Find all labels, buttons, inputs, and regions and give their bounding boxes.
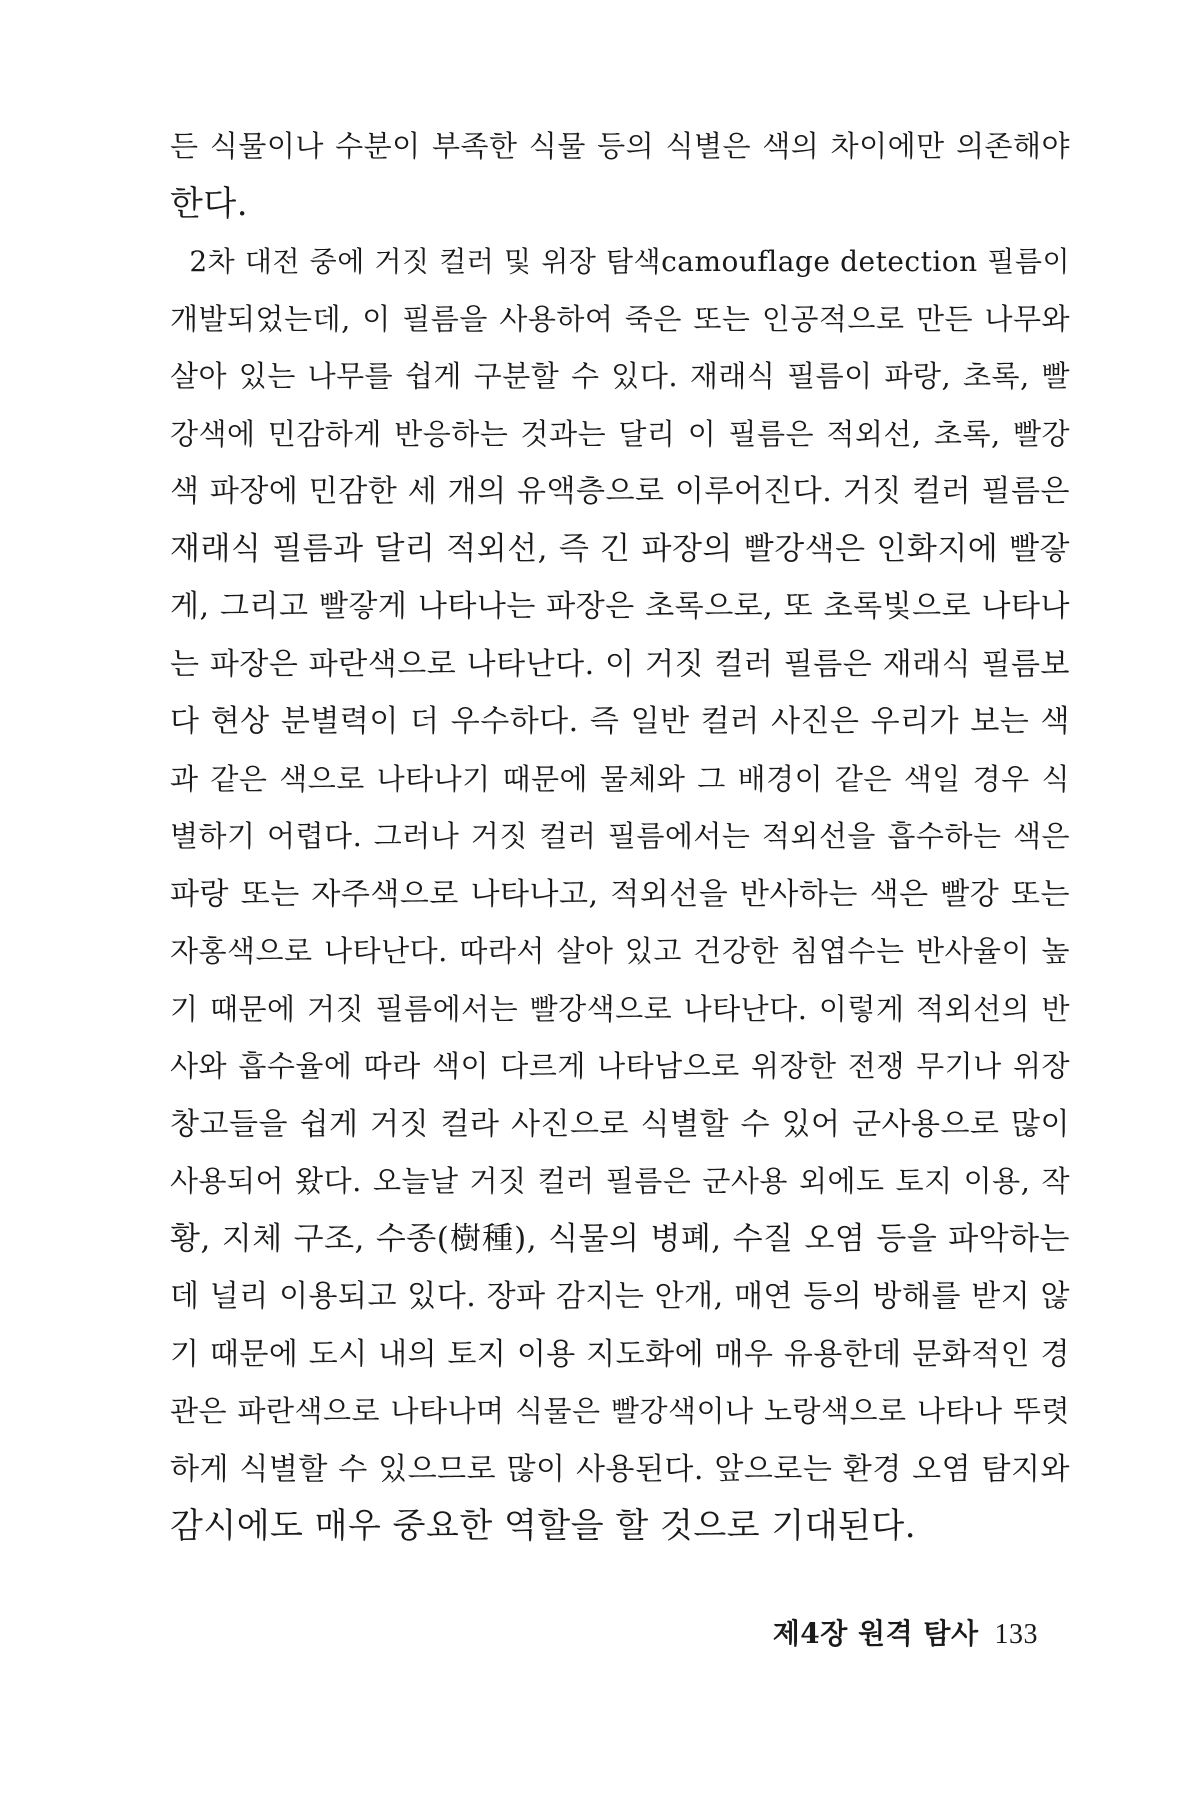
text-line: 2차 대전 중에 거짓 컬러 및 위장 탐색camouflage detection 필름이 <box>170 245 1070 278</box>
text-line: 파랑 또는 자주색으로 나타나고, 적외선을 반사하는 색은 빨강 또는 <box>170 876 1070 912</box>
text-line: 살아 있는 나무를 쉽게 구분할 수 있다. 재래식 필름이 파랑, 초록, 빨 <box>170 359 1070 393</box>
page-number: 133 <box>994 1619 1038 1650</box>
text-line: 별하기 어렵다. 그러나 거짓 컬러 필름에서는 적외선을 흡수하는 색은 <box>170 819 1070 853</box>
text-line: 개발되었는데, 이 필름을 사용하여 죽은 또는 인공적으로 만든 나무와 <box>170 301 1070 336</box>
text-line: 데 널리 이용되고 있다. 장파 감지는 안개, 매연 등의 방해를 받지 않 <box>170 1279 1070 1314</box>
text-line: 자홍색으로 나타난다. 따라서 살아 있고 건강한 침엽수는 반사율이 높 <box>170 934 1070 968</box>
text-line: 감시에도 매우 중요한 역할을 할 것으로 기대된다. <box>170 1506 917 1546</box>
text-line: 사와 흡수율에 따라 색이 다르게 나타남으로 위장한 전쟁 무기나 위장 <box>170 1049 1070 1083</box>
text-line: 다 현상 분별력이 더 우수하다. 즉 일반 컬러 사진은 우리가 보는 색 <box>170 704 1070 739</box>
text-line: 황, 지체 구조, 수종(樹種), 식물의 병폐, 수질 오염 등을 파악하는 <box>170 1220 1070 1257</box>
text-line: 는 파장은 파란색으로 나타난다. 이 거짓 컬러 필름은 재래식 필름보 <box>170 646 1070 682</box>
text-line: 기 때문에 거짓 필름에서는 빨강색으로 나타난다. 이렇게 적외선의 반 <box>170 991 1070 1026</box>
text-line: 하게 식별할 수 있으므로 많이 사용된다. 앞으로는 환경 오염 탐지와 <box>170 1451 1070 1487</box>
text-line: 과 같은 색으로 나타나기 때문에 물체와 그 배경이 같은 색일 경우 식 <box>170 761 1070 796</box>
page-footer <box>773 1612 1038 1652</box>
body-text <box>170 118 1070 1556</box>
text-line: 색 파장에 민감한 세 개의 유액층으로 이루어진다. 거짓 컬러 필름은 <box>170 474 1070 509</box>
chapter-title: 제4장 원격 탐사 <box>772 1617 979 1650</box>
text-line: 강색에 민감하게 반응하는 것과는 달리 이 필름은 적외선, 초록, 빨강 <box>170 416 1070 451</box>
text-line: 재래식 필름과 달리 적외선, 즉 긴 파장의 빨강색은 인화지에 빨갛 <box>170 530 1070 567</box>
text-line: 게, 그리고 빨갛게 나타나는 파장은 초록으로, 또 초록빛으로 나타나 <box>170 589 1070 624</box>
text-line: 사용되어 왔다. 오늘날 거짓 컬러 필름은 군사용 외에도 토지 이용, 작 <box>170 1164 1070 1198</box>
text-line: 창고들을 쉽게 거짓 컬라 사진으로 식별할 수 있어 군사용으로 많이 <box>170 1106 1070 1142</box>
text-line: 한다. <box>170 183 248 224</box>
text-line: 든 식물이나 수분이 부족한 식물 등의 식별은 색의 차이에만 의존해야 <box>170 129 1070 163</box>
text-line: 관은 파란색으로 나타나며 식물은 빨강색이나 노랑색으로 나타나 뚜렷 <box>170 1394 1070 1428</box>
text-line: 기 때문에 도시 내의 토지 이용 지도화에 매우 유용한데 문화적인 경 <box>170 1336 1070 1372</box>
